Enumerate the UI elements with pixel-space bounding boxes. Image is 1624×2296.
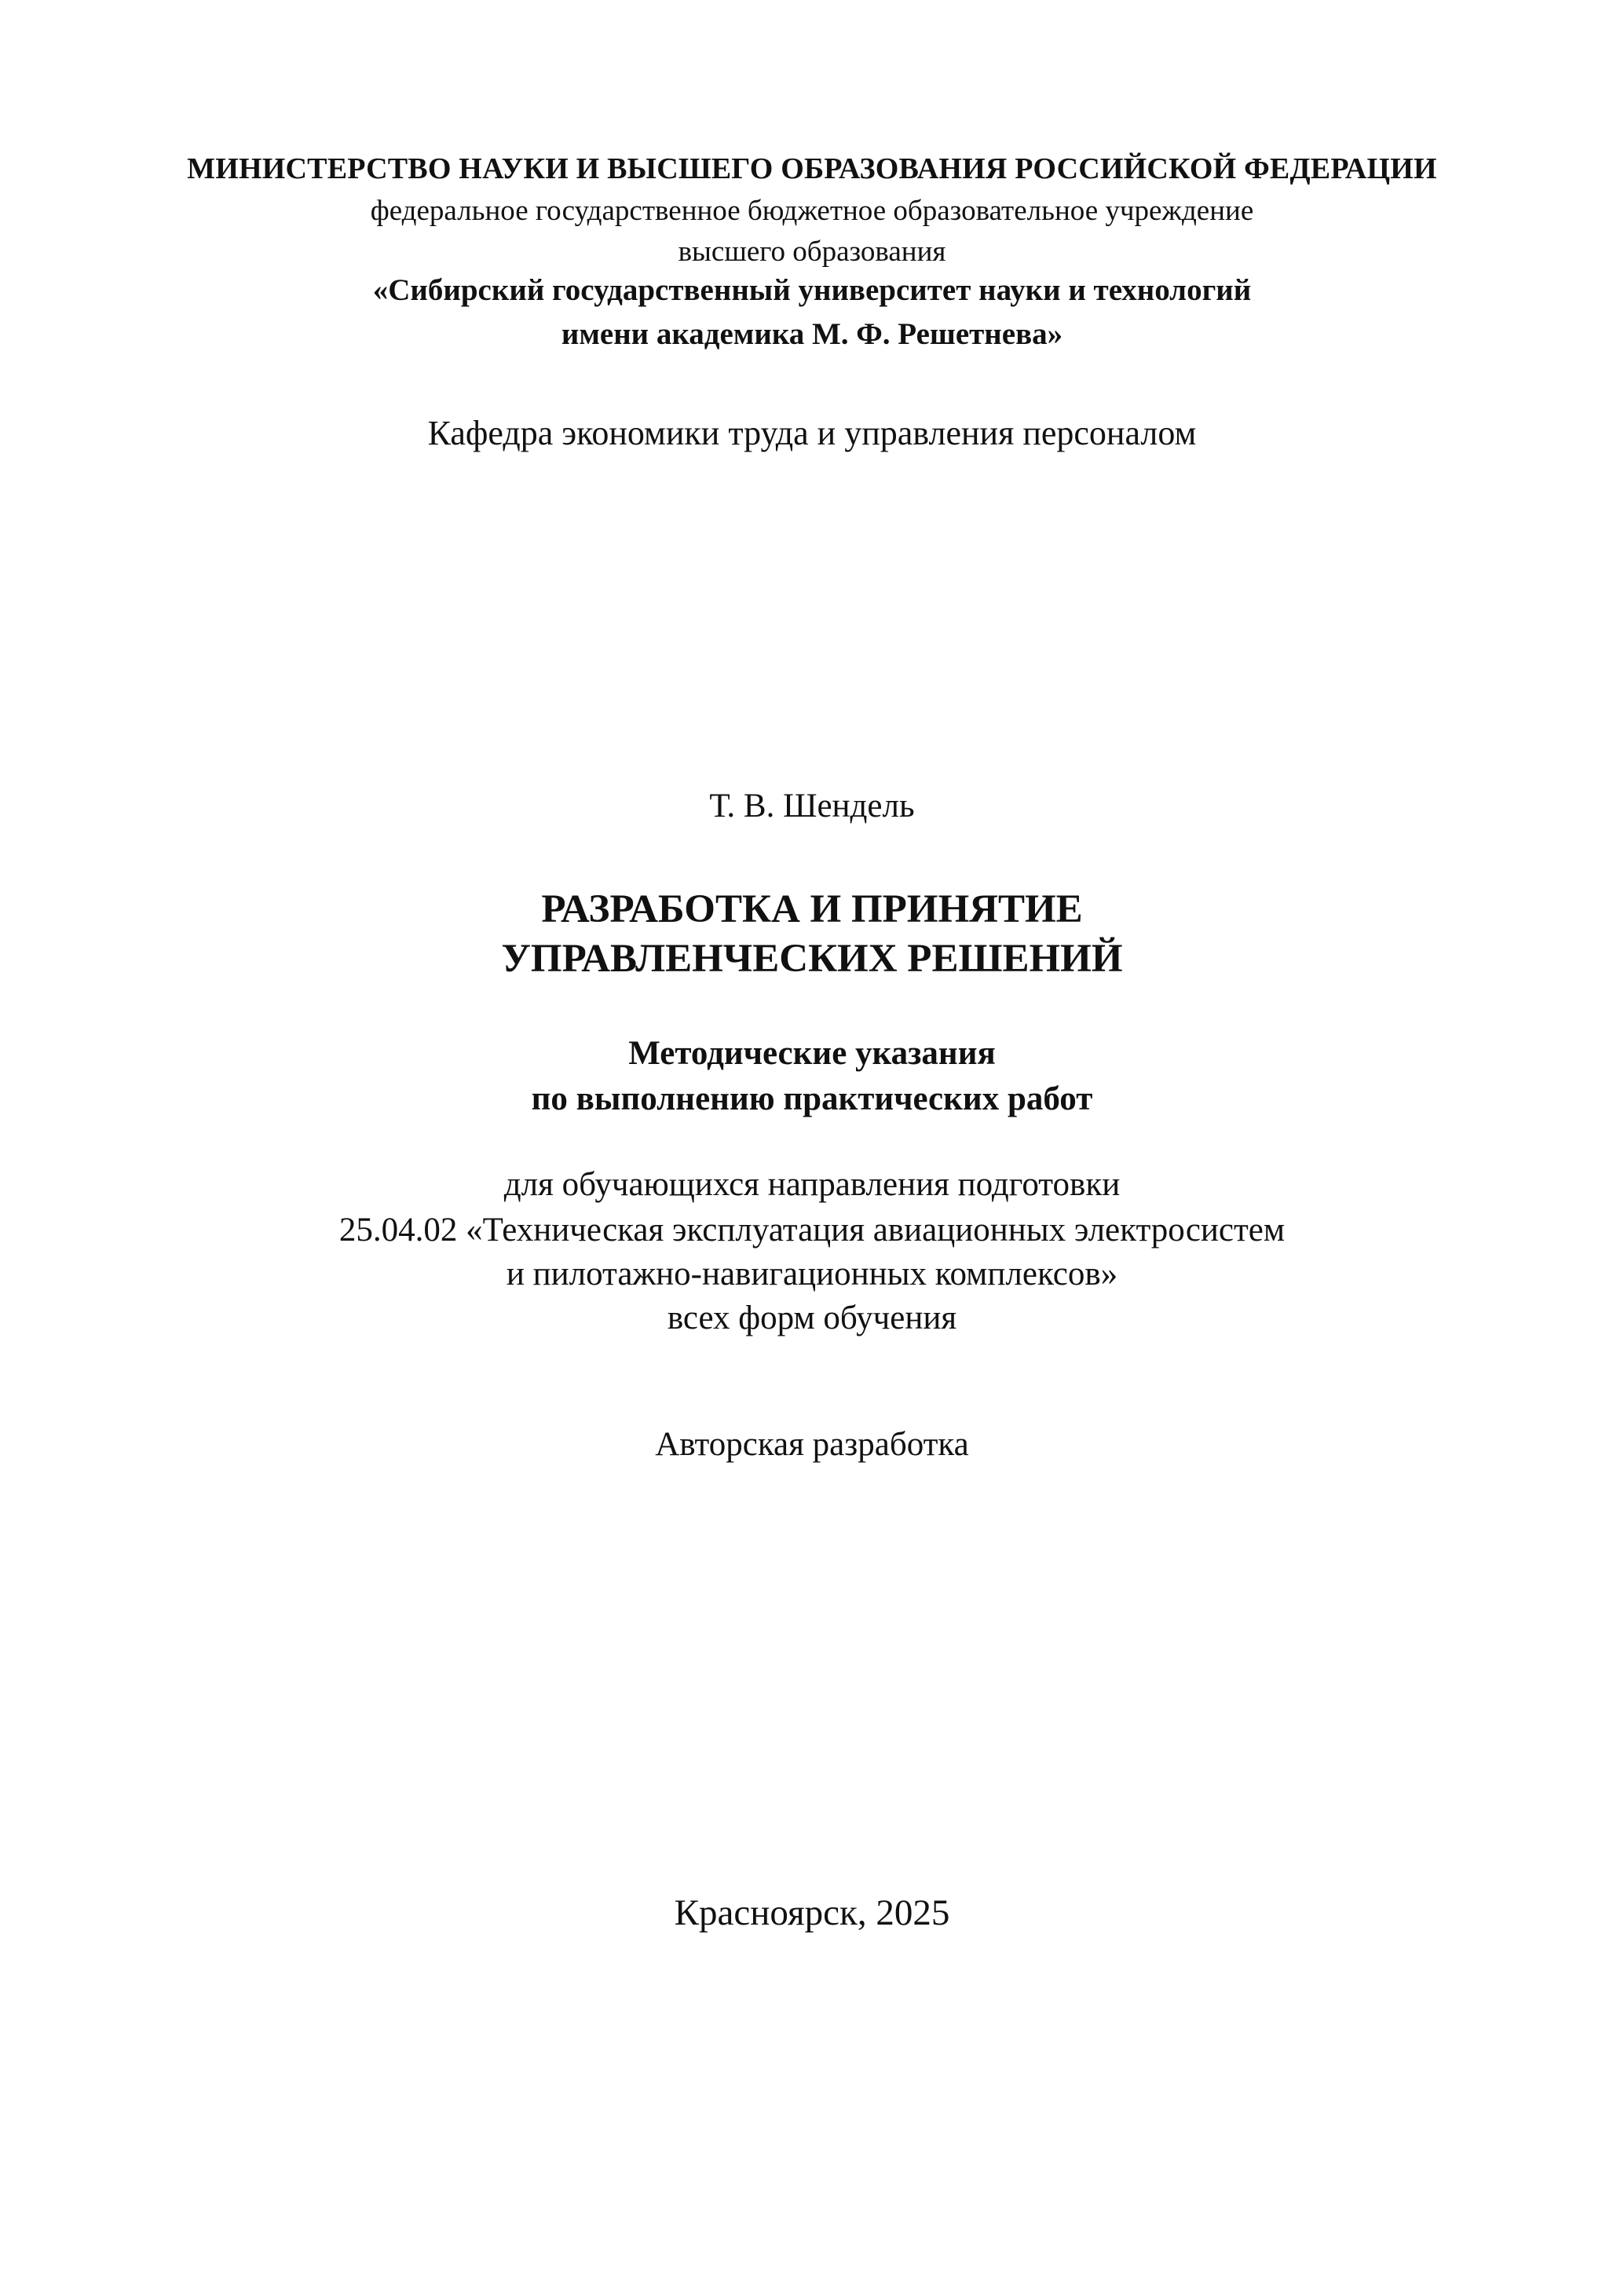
- document-title-line-1: РАЗРАБОТКА И ПРИНЯТИЕ: [541, 887, 1083, 931]
- university-name-line-2: имени академика М. Ф. Решетнева»: [561, 317, 1063, 351]
- university-name-line-1: «Сибирский государственный университет науки и технологий: [372, 273, 1252, 307]
- city-year: Красноярск, 2025: [674, 1892, 950, 1933]
- institution-type-line-1: федеральное государственное бюджетное образовательное учреждение: [370, 195, 1254, 227]
- audience-line-4: всех форм обучения: [667, 1300, 957, 1336]
- institution-type-line-2: высшего образования: [678, 236, 946, 268]
- authored-note: Авторская разработка: [655, 1426, 969, 1463]
- audience-line-1: для обучающихся направления подготовки: [503, 1166, 1121, 1203]
- document-subtitle-line-1: Методические указания: [628, 1035, 996, 1072]
- author-name: Т. В. Шендель: [709, 788, 915, 824]
- department-name: Кафедра экономики труда и управления персоналом: [427, 414, 1197, 452]
- document-title-line-2: УПРАВЛЕНЧЕСКИХ РЕШЕНИЙ: [501, 937, 1123, 981]
- document-subtitle-line-2: по выполнению практических работ: [531, 1080, 1093, 1117]
- audience-line-2: 25.04.02 «Техническая эксплуатация авиационных электросистем: [338, 1212, 1286, 1249]
- audience-line-3: и пилотажно-навигационных комплексов»: [506, 1256, 1118, 1292]
- ministry-heading: МИНИСТЕРСТВО НАУКИ И ВЫСШЕГО ОБРАЗОВАНИЯ РОССИЙСКОЙ ФЕДЕРАЦИИ: [187, 152, 1437, 185]
